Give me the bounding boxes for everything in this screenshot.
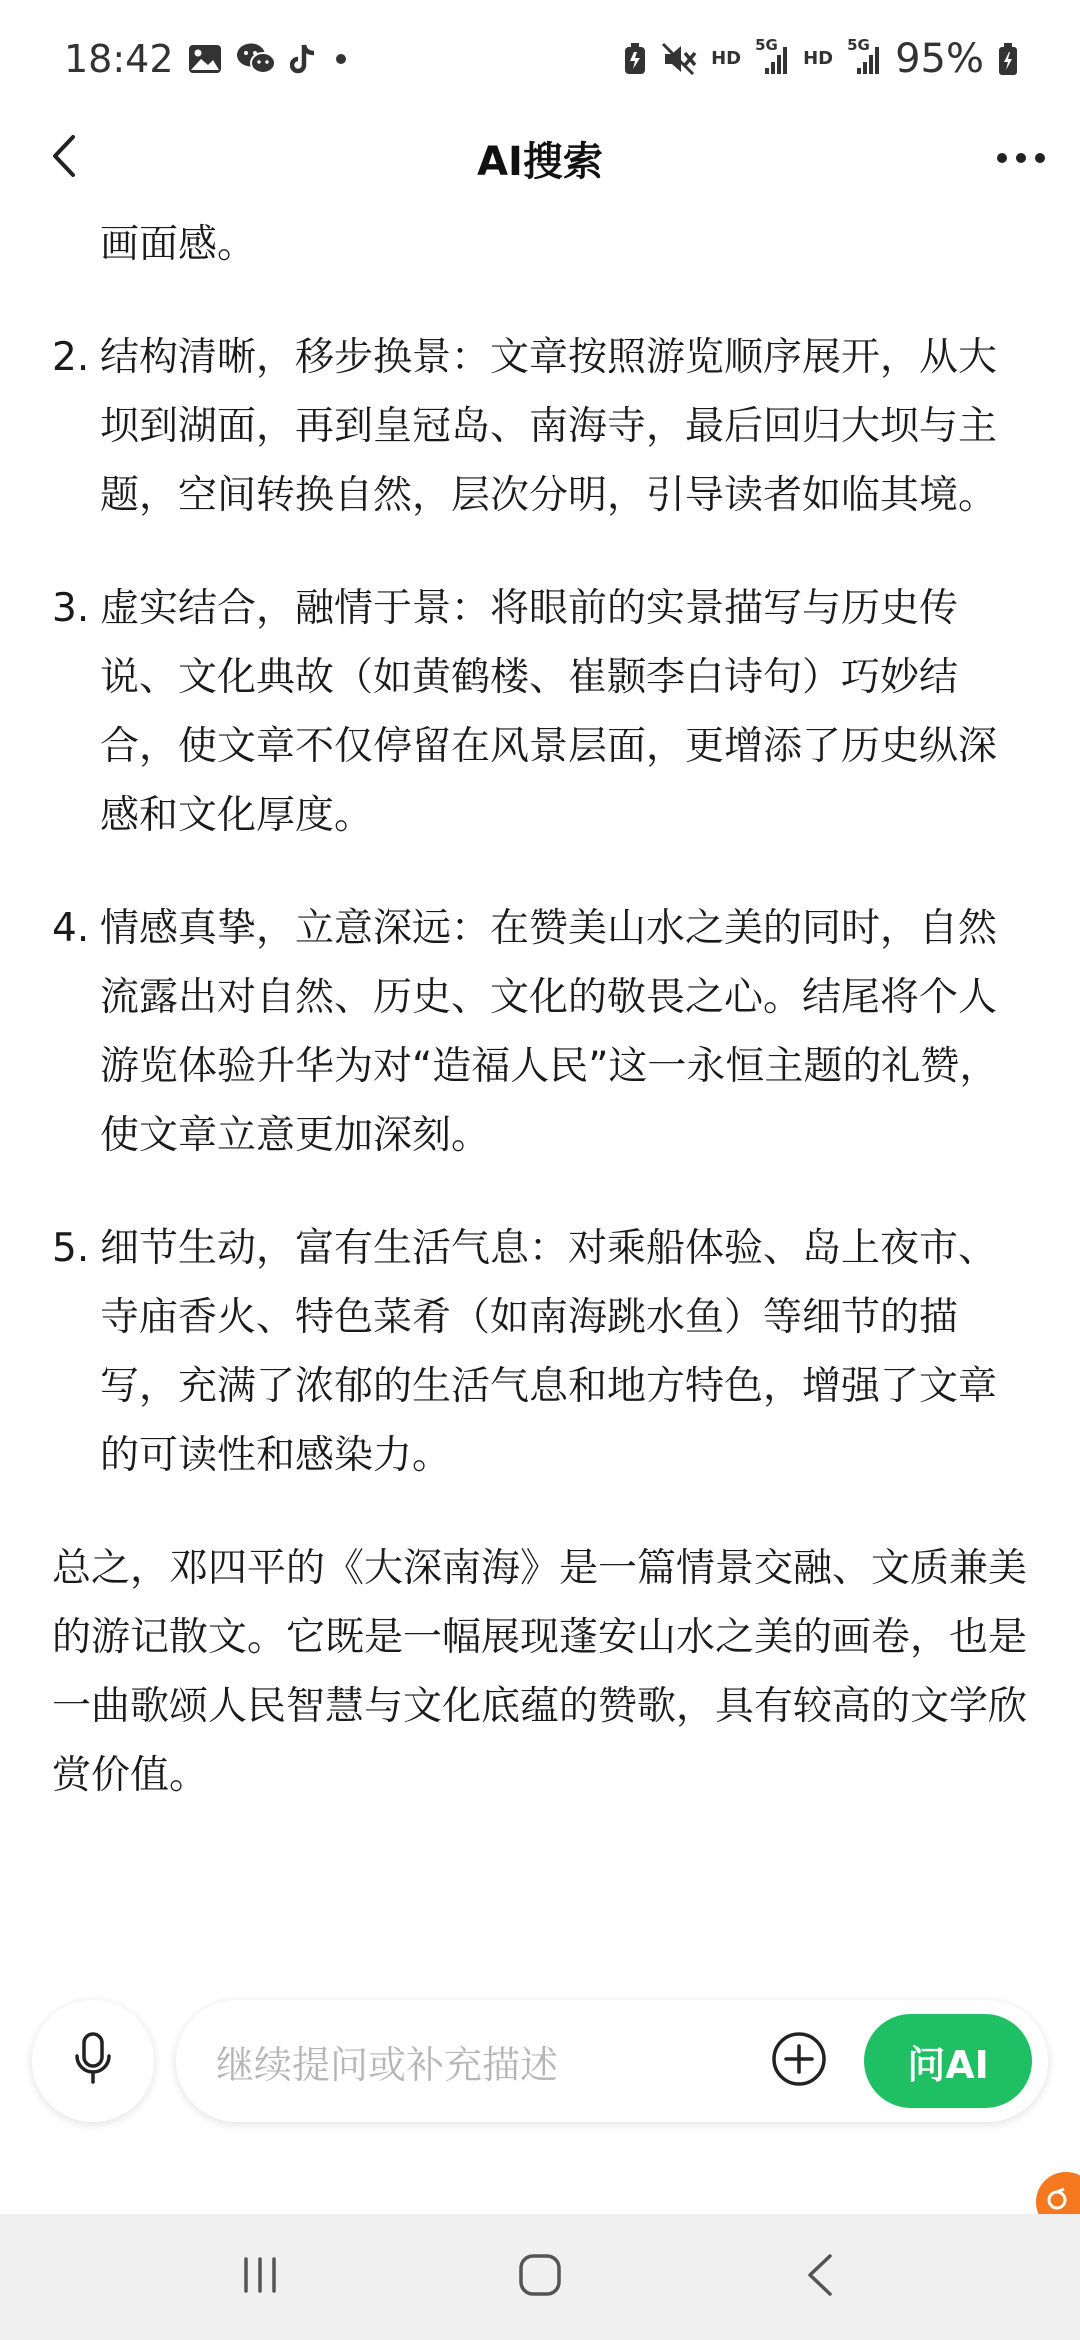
battery-percent: 95% — [895, 36, 984, 82]
net1-gen: 5G — [755, 36, 778, 54]
ask-ai-button[interactable]: 问AI — [864, 2014, 1032, 2108]
system-back-button[interactable] — [780, 2237, 860, 2317]
sys-back-icon — [804, 2252, 836, 2302]
list-item — [52, 1214, 1034, 1490]
system-navigation-bar — [0, 2214, 1080, 2340]
list-item-text: 虚实结合，融情于景：将眼前的实景描写与历史传说、文化典故（如黄鹤楼、崔颢李白诗句）巧妙结合，使文章不仅停留在风景层面，更增添了历史纵深感和文化厚度。 — [100, 586, 998, 838]
net2-label: HD — [803, 48, 834, 69]
home-button[interactable] — [500, 2237, 580, 2317]
answer-fragment: 画面感。 — [100, 222, 257, 267]
recents-button[interactable] — [220, 2237, 300, 2317]
voice-input-button[interactable] — [32, 2000, 154, 2122]
answer-content — [0, 200, 1080, 1980]
question-input-placeholder: 继续提问或补充描述 — [216, 2042, 559, 2087]
input-row — [0, 1994, 1080, 2124]
list-item — [52, 894, 1034, 1170]
dot-icon — [332, 50, 350, 68]
tiktok-icon — [290, 43, 318, 75]
back-icon — [49, 133, 79, 183]
link-icon — [1044, 2187, 1070, 2217]
question-input[interactable] — [176, 2000, 1048, 2122]
plus-icon — [771, 2031, 827, 2091]
list-item-number: 3. — [52, 586, 90, 631]
list-item-text: 结构清晰，移步换景：文章按照游览顺序展开，从大坝到湖面，再到皇冠岛、南海寺，最后回归大坝与主题，空间转换自然，层次分明，引导读者如临其境。 — [100, 335, 998, 518]
signal-icon — [847, 36, 881, 76]
gallery-icon — [188, 44, 222, 74]
status-bar — [0, 0, 1080, 118]
list-item — [52, 574, 1034, 850]
battery-saver-icon — [623, 42, 647, 76]
add-attachment-button[interactable] — [770, 2032, 828, 2090]
list-item-text: 情感真挚，立意深远：在赞美山水之美的同时，自然流露出对自然、历史、文化的敬畏之心。结尾将个人游览体验升华为对“造福人民”这一永恒主题的礼赞，使文章立意更加深刻。 — [100, 906, 999, 1158]
more-button[interactable] — [990, 132, 1052, 184]
list-item-number: 4. — [52, 906, 90, 951]
list-item-number: 2. — [52, 335, 90, 380]
signal-icon — [755, 36, 789, 76]
back-button[interactable] — [38, 132, 90, 184]
charging-battery-icon — [998, 42, 1018, 76]
net1-label: HD — [711, 48, 742, 69]
mute-icon — [661, 42, 697, 76]
page-title: AI搜索 — [477, 138, 603, 185]
answer-summary: 总之，邓四平的《大深南海》是一篇情景交融、文质兼美的游记散文。它既是一幅展现蓬安山水之美的画卷，也是一曲歌颂人民智慧与文化底蕴的赞歌，具有较高的文学欣赏价值。 — [52, 1546, 1028, 1798]
status-left — [64, 37, 350, 81]
recents-icon — [238, 2253, 282, 2301]
mic-icon — [73, 2032, 113, 2090]
more-icon — [996, 149, 1046, 168]
status-time: 18:42 — [64, 37, 174, 81]
status-right — [623, 36, 1018, 82]
home-icon — [517, 2252, 563, 2302]
wechat-icon — [236, 42, 276, 76]
net2-gen: 5G — [847, 36, 870, 54]
list-item-number: 5. — [52, 1226, 90, 1271]
list-item-text: 细节生动，富有生活气息：对乘船体验、岛上夜市、寺庙香火、特色菜肴（如南海跳水鱼）等细节的描写，充满了浓郁的生活气息和地方特色，增强了文章的可读性和感染力。 — [100, 1226, 998, 1478]
list-item — [52, 323, 1034, 530]
nav-bar — [0, 118, 1080, 198]
